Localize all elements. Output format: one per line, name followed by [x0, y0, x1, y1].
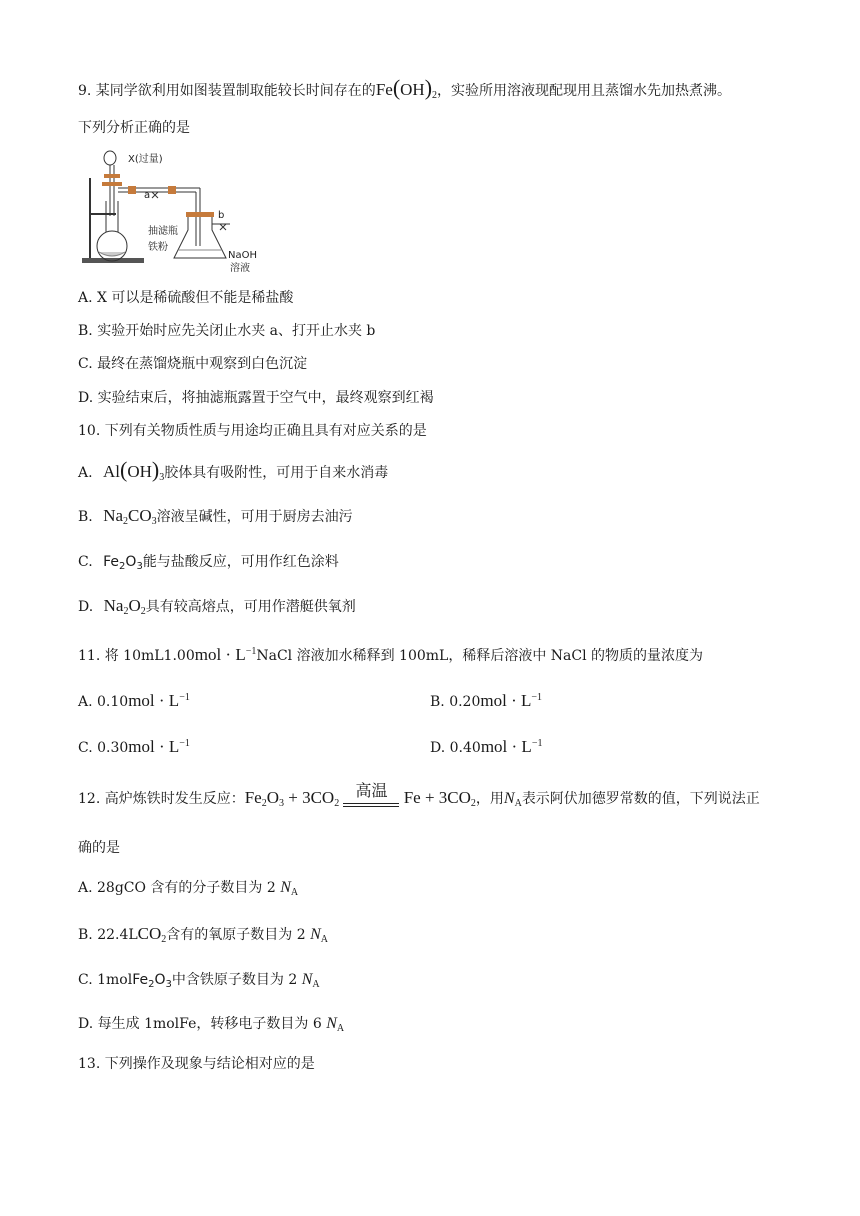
q11-a-unit-text: mol · L — [128, 691, 180, 710]
q12-c-na-sub: A — [312, 979, 320, 990]
q9-option-a: A. X 可以是稀硫酸但不能是稀盐酸 — [78, 290, 294, 306]
q12-stem-a: 12. 高炉炼铁时发生反应： — [78, 791, 245, 807]
q11-stem — [78, 642, 703, 666]
q12-na-sub: A — [514, 798, 522, 809]
q10-b-prefix: B. — [78, 509, 93, 525]
q12-stem-b: ，用 — [475, 791, 504, 807]
q10-option-d — [78, 596, 356, 622]
q9-formula-oh: OH — [400, 80, 425, 99]
q12-c-post: 中含铁原子数目为 2 — [171, 972, 298, 988]
q11-d-unit-sup: −1 — [531, 738, 543, 749]
q9-option-d: D. 实验结束后，将抽滤瓶露置于空气中，最终观察到红褐 — [78, 390, 434, 406]
q10-a-text: 胶体具有吸附性，可用于自来水消毒 — [164, 465, 389, 481]
q10-b-formula: $Na_2CO_3$ — [103, 506, 157, 527]
q9-stem-line2: 下列分析正确的是 — [78, 120, 190, 136]
q12-d-na — [326, 1015, 344, 1032]
q9-stem-line1 — [78, 75, 732, 106]
q11-c-unit-text: mol · L — [128, 737, 180, 756]
q10-d-formula: $Na_2O_2$ — [103, 596, 146, 617]
q10-stem: 10. 下列有关物质性质与用途均正确且具有对应关系的是 — [78, 423, 427, 439]
q10-b-text: 溶液呈碱性，可用于厨房去油污 — [156, 509, 353, 525]
fig-label-naoh: NaOH — [228, 250, 257, 261]
q12-d-na-n: N — [326, 1015, 337, 1032]
q9-stem-text: 9. 某同学欲利用如图装置制取能较长时间存在的 — [78, 83, 376, 99]
q10-c-text: 能与盐酸反应，可用作红色涂料 — [142, 554, 339, 570]
q10-d-text: 具有较高熔点，可用作潜艇供氧剂 — [145, 599, 356, 615]
q11-unit — [195, 645, 257, 664]
q11-unit-sup: −1 — [245, 646, 257, 657]
q12-c-na — [302, 971, 320, 988]
q12-na — [504, 790, 522, 807]
q12-equation: $Fe_2O_3 + 3CO_2$ 高温 $Fe + 3CO_2$ — [245, 788, 476, 807]
q9-option-c: C. 最终在蒸馏烧瓶中观察到白色沉淀 — [78, 356, 308, 372]
fig-label-flask: 抽滤瓶 — [148, 226, 178, 237]
q12-b-post: 含有的氧原子数目为 2 — [166, 927, 306, 943]
q12-option-a — [78, 878, 298, 903]
q11-c-prefix: C. 0.30 — [78, 740, 129, 756]
q12-b-na-n: N — [310, 926, 321, 943]
q12-condition: 高温 — [355, 781, 388, 800]
q11-a-prefix: A. 0.10 — [78, 694, 129, 710]
q12-c-pre: C. 1mol — [78, 972, 133, 988]
q12-b-pre: B. 22.4L — [78, 927, 138, 943]
q12-a-na-n: N — [280, 879, 291, 896]
q12-d-na-sub: A — [336, 1023, 345, 1034]
q9-formula-sub: 2 — [432, 90, 438, 101]
apparatus-figure — [80, 146, 280, 280]
q11-b-unit — [480, 691, 542, 710]
q10-c-formula: $Fe_2O_3$ — [103, 554, 143, 572]
q12-na-n: N — [503, 790, 515, 807]
q11-option-b — [430, 688, 542, 712]
q10-option-c — [78, 552, 339, 577]
q10-option-a — [78, 457, 389, 488]
q9-formula-fe: Fe — [375, 80, 393, 99]
fig-label-b: b — [218, 210, 225, 221]
q12-stem-line1 — [78, 781, 760, 814]
q12-a-text: A. 28gCO 含有的分子数目为 2 — [78, 880, 276, 896]
fig-label-x: X(过量) — [128, 154, 163, 165]
q11-d-prefix: D. 0.40 — [430, 740, 481, 756]
q11-stem-a: 11. 将 10mL1.00 — [78, 648, 195, 664]
q12-option-c — [78, 970, 320, 995]
q10-a-prefix: A. — [78, 465, 93, 481]
q11-d-unit-text: mol · L — [480, 737, 532, 756]
q10-c-prefix: C. — [78, 554, 93, 570]
q12-stem-c: 表示阿伏加德罗常数的值，下列说法正 — [521, 791, 760, 807]
q12-stem-line2: 确的是 — [78, 840, 120, 856]
q11-c-unit-sup: −1 — [179, 738, 190, 749]
q12-a-na — [280, 879, 298, 896]
q10-a-formula: $Al(OH)_3$ — [103, 457, 165, 483]
q12-d-text: D. 每生成 1molFe，转移电子数目为 6 — [78, 1016, 322, 1032]
q11-unit-text: mol · L — [194, 645, 246, 664]
q11-c-unit — [128, 737, 190, 756]
q11-b-unit-text: mol · L — [480, 691, 532, 710]
q12-condition-arrow — [343, 781, 399, 814]
fig-label-a: a — [144, 190, 151, 201]
q12-option-b — [78, 924, 328, 950]
q12-c-na-n: N — [301, 971, 313, 988]
q11-a-unit-sup: −1 — [179, 692, 190, 703]
q12-b-na-sub: A — [320, 934, 329, 945]
q10-d-prefix: D. — [78, 599, 94, 615]
q12-b-formula: $CO_2$ — [137, 924, 167, 945]
q9-stem-text-2: ，实验所用溶液现配现用且蒸馏水先加热煮沸。 — [437, 83, 732, 99]
q11-b-prefix: B. 0.20 — [430, 694, 481, 710]
q12-c-formula: $Fe_2O_3$ — [132, 972, 172, 990]
q11-option-c — [78, 734, 190, 758]
q11-b-unit-sup: −1 — [531, 692, 543, 703]
q11-stem-b: NaCl 溶液加水稀释到 100mL，稀释后溶液中 NaCl 的物质的量浓度为 — [256, 648, 704, 664]
fig-label-iron: 铁粉 — [148, 242, 168, 253]
q11-d-unit — [481, 737, 543, 756]
q11-option-a — [78, 688, 190, 712]
q12-option-d — [78, 1014, 344, 1039]
q12-a-na-sub: A — [290, 887, 299, 898]
q13-stem: 13. 下列操作及现象与结论相对应的是 — [78, 1056, 315, 1072]
q12-b-na — [310, 926, 328, 943]
q11-option-d — [430, 734, 542, 758]
q9-formula: $Fe(OH)_2$ — [375, 75, 438, 101]
q11-a-unit — [128, 691, 190, 710]
q10-option-b — [78, 506, 353, 532]
q9-option-b: B. 实验开始时应先关闭止水夹 a、打开止水夹 b — [78, 323, 376, 339]
fig-label-solution: 溶液 — [230, 263, 250, 274]
